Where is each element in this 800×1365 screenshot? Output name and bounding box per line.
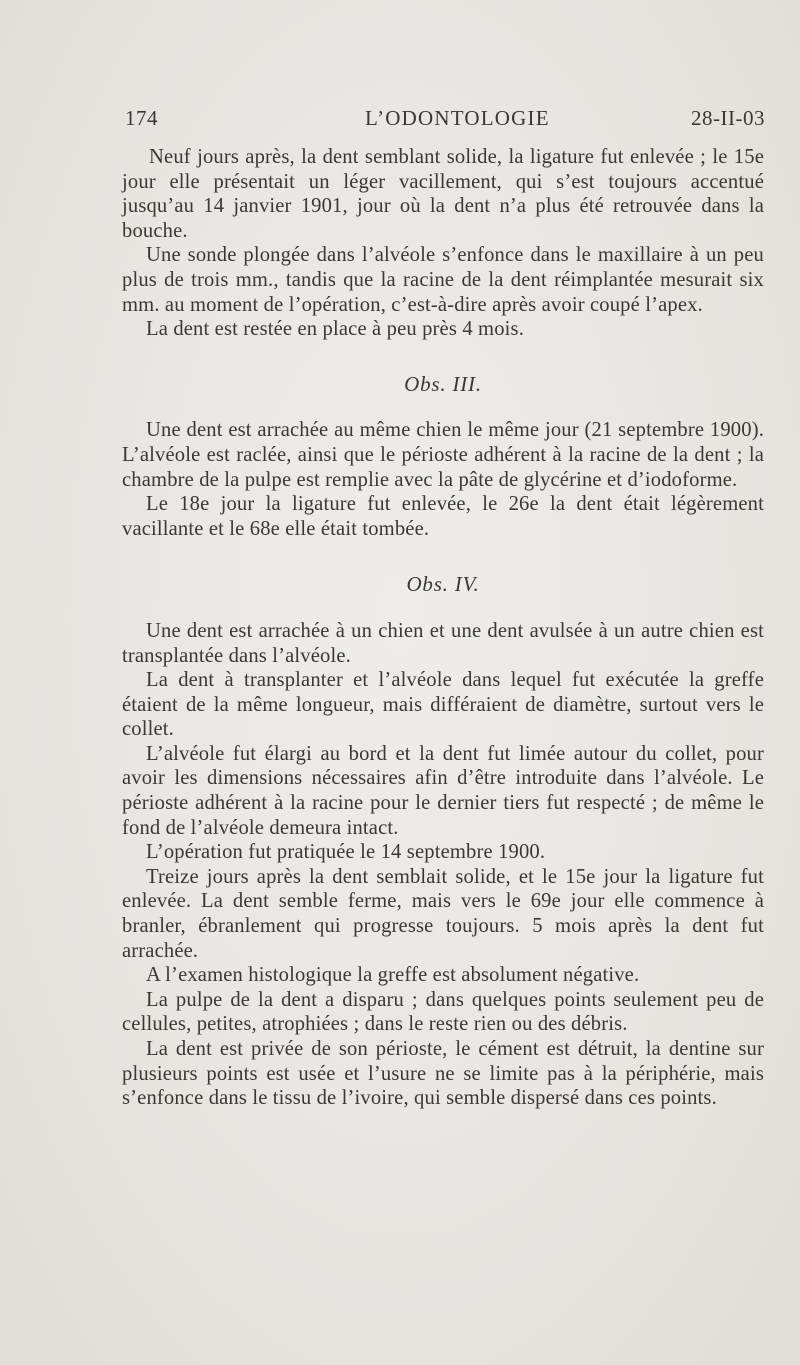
paragraph: L’alvéole fut élargi au bord et la dent fut limée autour du collet, pour avoir les dimensions nécessaires afin d’être introduite dans l’alvéole. Le périoste adhérent à la racine pour le dernier tiers fut respecté ; de même le fond de l’alvéole demeura intact. (122, 742, 764, 839)
paragraph: Une sonde plongée dans l’alvéole s’enfonce dans le maxillaire à un peu plus de trois mm., tandis que la racine de la dent réimplantée mesurait six mm. au moment de l’opération, c’est-à-dire après avoir coupé l’apex. (122, 244, 764, 316)
paragraph: Une dent est arrachée à un chien et une dent avulsée à un autre chien est transplantée dans l’alvéole. (122, 619, 764, 667)
paragraph: L’opération fut pratiquée le 14 septembre 1900. (146, 841, 546, 864)
paragraph: Treize jours après la dent semblait solide, et le 15e jour la ligature fut enlevée. La dent semble ferme, mais vers le 69e jour elle commence à branler, ébranlement qui progresse toujours. 5 mois après la dent fut arrachée. (122, 865, 764, 962)
running-header (120, 106, 765, 136)
section-heading-obs-3: Obs. III. (404, 371, 482, 396)
paragraph: La pulpe de la dent a disparu ; dans quelques points seulement peu de cellules, petites, atrophiées ; dans le reste rien ou des débris. (122, 988, 764, 1036)
paragraph: A l’examen histologique la greffe est absolument négative. (146, 964, 640, 987)
paragraph: Neuf jours après, la dent semblant solide, la ligature fut enlevée ; le 15e jour elle présentait un léger vacillement, qui s’est toujours accentué jusqu’au 14 janvier 1901, jour où la dent n’a plus été retrouvée dans la bouche. (122, 146, 764, 242)
paragraph: La dent est privée de son périoste, le cément est détruit, la dentine sur plusieurs points est usée et l’usure ne se limite pas à la périphérie, mais s’enfonce dans le tissu de l’ivoire, qui semble dispersé dans ces points. (122, 1038, 764, 1110)
paragraph: Le 18e jour la ligature fut enlevée, le 26e la dent était légèrement vacillante et le 68e elle était tombée. (122, 493, 764, 540)
paragraph: La dent est restée en place à peu près 4 mois. (146, 318, 525, 341)
journal-title: L’ODONTOLOGIE (365, 106, 550, 130)
paragraph: La dent à transplanter et l’alvéole dans lequel fut exécutée la greffe étaient de la même longueur, mais différaient de diamètre, surtout vers le collet. (122, 669, 764, 741)
paragraph: Une dent est arrachée au même chien le même jour (21 septembre 1900). L’alvéole est raclée, ainsi que le périoste adhérent à la racine de la dent ; la chambre de la pulpe est remplie avec la pâte de glycérine et d’iodoforme. (122, 419, 764, 491)
page-number: 174 (125, 106, 158, 130)
issue-date: 28-II-03 (691, 106, 765, 130)
section-heading-obs-4: Obs. IV. (406, 572, 480, 597)
body-text (122, 145, 764, 1111)
